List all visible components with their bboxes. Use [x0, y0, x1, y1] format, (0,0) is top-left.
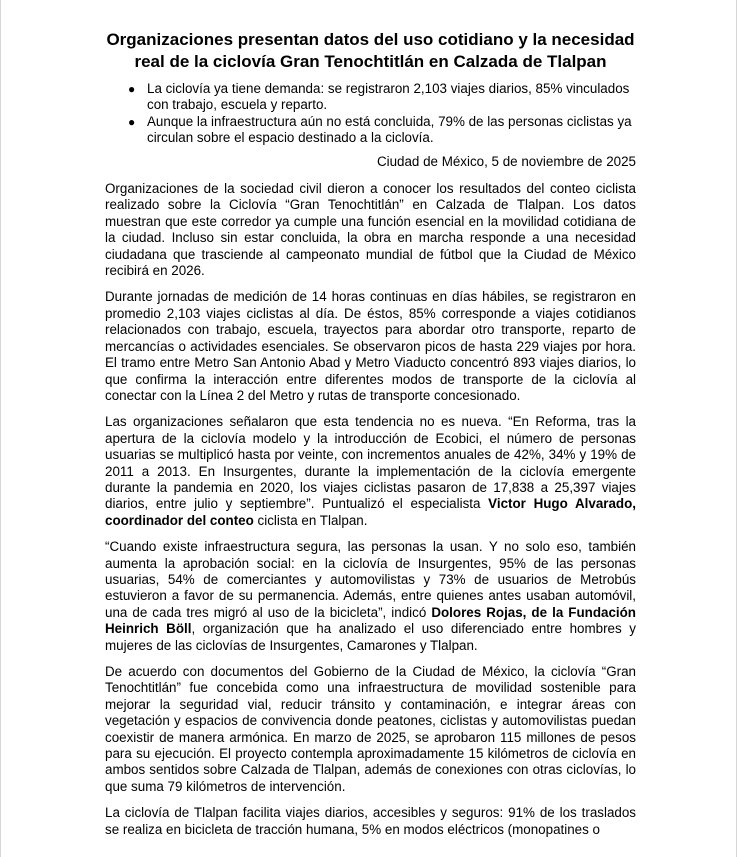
- document-body: [105, 29, 636, 848]
- paragraph-text: ciclista en Tlalpan.: [253, 512, 368, 528]
- highlight-item: [128, 113, 636, 147]
- paragraph: Organizaciones de la sociedad civil dieron a conocer los resultados del conteo ciclista realizado sobre la Ciclovía “Gran Tenochtitlán” en Calzada de Tlalpan. Los datos muestran que este corredor ya cumple una función esencial en la movilidad cotidiana de la ciudad. Incluso sin estar concluida, la obra en marcha responde a una necesidad ciudadana que trasciende al campeonato mundial de fútbol que la Ciudad de México recibirá en 2026.: [105, 181, 636, 279]
- paragraph: [105, 414, 636, 529]
- highlight-text: Aunque la infraestructura aún no está concluida, 79% de las personas ciclistas ya circulan sobre el espacio destinado a la ciclovía.: [147, 113, 632, 146]
- paragraph-text: , organización que ha analizado el uso diferenciado entre hombres y mujeres de las ciclovías de Insurgentes, Camarones y Tlalpan.: [105, 621, 636, 653]
- bullet-icon: ●: [128, 82, 136, 96]
- paragraph-bold-text: Dolores Rojas, de la Fundación Heinrich Böll: [105, 604, 636, 637]
- paragraph-bold-text: Victor Hugo Alvarado, coordinador del conteo: [105, 496, 636, 528]
- bullet-icon: ●: [128, 114, 136, 129]
- paragraph: [105, 539, 636, 654]
- highlight-item: [128, 81, 636, 114]
- highlights-list: [105, 81, 636, 147]
- highlight-text: La ciclovía ya tiene demanda: se registraron 2,103 viajes diarios, 85% vinculados con trabajo, escuela y reparto.: [147, 81, 630, 113]
- dateline: Ciudad de México, 5 de noviembre de 2025: [376, 153, 636, 169]
- paragraph: La ciclovía de Tlalpan facilita viajes diarios, accesibles y seguros: 91% de los traslados se realiza en bicicleta de tracción humana, 5% en modos eléctricos (monopatines o: [105, 805, 636, 837]
- paragraph: Durante jornadas de medición de 14 horas continuas en días hábiles, se registraron en promedio 2,103 viajes ciclistas al día. De éstos, 85% corresponde a viajes cotidianos relacionados con trabajo, escuela, trayectos para abordar otro transporte, reparto de mercancías o actividades esenciales. Se observaron picos de hasta 229 viajes por hora. El tramo entre Metro San Antonio Abad y Metro Viaducto concentró 893 viajes diarios, lo que confirma la interacción entre diferentes modos de transporte de la ciclovía al conectar con la Línea 2 del Metro y rutas de transporte concesionado.: [105, 289, 636, 403]
- paragraph-text: Las organizaciones señalaron que esta tendencia no es nueva. “En Reforma, tras la apertura de la ciclovía modelo y la introducción de Ecobici, el número de personas usuarias se multiplicó hasta por veinte, con incrementos anuales de 42%, 34% y 19% de 2011 a 2013. En Insurgentes, durante la implementación de la ciclovía emergente durante la pandemia en 2020, los viajes ciclistas pasaron de 17,838 a 25,397 viajes diarios, entre julio y septiembre”. Puntualizó el especialista: [105, 414, 636, 512]
- paragraph-text: “Cuando existe infraestructura segura, las personas la usan. Y no solo eso, también aumenta la aprobación social: en la ciclovía de Insurgentes, 95% de las personas usuarias, 54% de comerciantes y automovilistas y 73% de usuarios de Metrobús estuvieron a favor de su permanencia. Además, entre quienes antes usaban automóvil, una de cada tres migró al uso de la bicicleta”, indicó: [105, 539, 636, 620]
- paragraph: De acuerdo con documentos del Gobierno de la Ciudad de México, la ciclovía “Gran Tenochtitlán” fue concebida como una infraestructura de movilidad sostenible para mejorar la seguridad vial, reducir tránsito y contaminación, e integrar áreas con vegetación y espacios de convivencia donde peatones, ciclistas y automovilistas puedan coexistir de manera armónica. En marzo de 2025, se aprobaron 115 millones de pesos para su ejecución. El proyecto contempla aproximadamente 15 kilómetros de ciclovía en ambos sentidos sobre Calzada de Tlalpan, además de conexiones con otras ciclovías, lo que suma 79 kilómetros de intervención.: [105, 664, 636, 794]
- document-title: Organizaciones presentan datos del uso cotidiano y la necesidad real de la ciclovía Gran Tenochtitlán en Calzada de Tlalpan: [106, 30, 635, 71]
